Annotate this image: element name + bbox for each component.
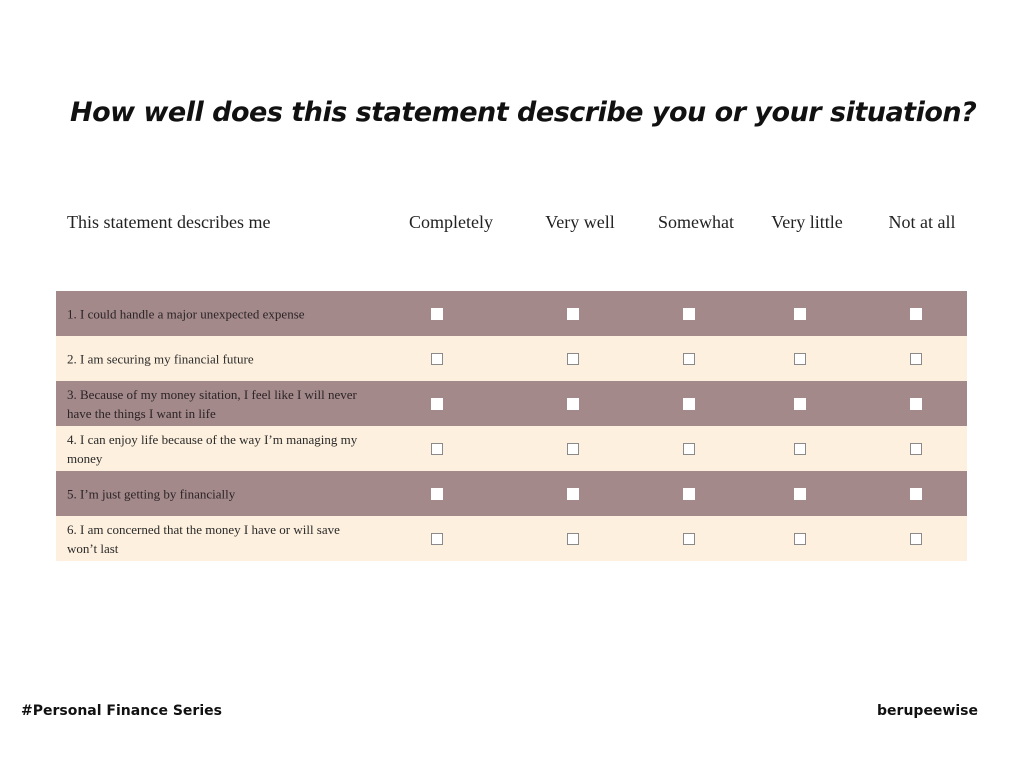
statement-label: 2. I am securing my financial future <box>67 351 254 366</box>
survey-table <box>56 291 967 561</box>
table-row <box>56 381 967 426</box>
table-row <box>56 471 967 516</box>
checkbox-very-well[interactable] <box>567 353 579 365</box>
checkbox-not-at-all[interactable] <box>910 533 922 545</box>
statement-label: 3. Because of my money sitation, I feel like I will never have the things I want in life <box>67 386 357 421</box>
checkbox-completely[interactable] <box>431 308 443 320</box>
checkbox-very-little[interactable] <box>794 308 806 320</box>
option-header-completely: Completely <box>409 212 493 232</box>
checkbox-very-well[interactable] <box>567 308 579 320</box>
table-row <box>56 516 967 561</box>
checkbox-completely[interactable] <box>431 533 443 545</box>
series-label: #Personal Finance Series <box>21 703 222 719</box>
checkbox-very-little[interactable] <box>794 443 806 455</box>
checkbox-very-well[interactable] <box>567 398 579 410</box>
checkbox-completely[interactable] <box>431 443 443 455</box>
checkbox-very-well[interactable] <box>567 488 579 500</box>
checkbox-completely[interactable] <box>431 488 443 500</box>
checkbox-very-little[interactable] <box>794 488 806 500</box>
statement-column-header: This statement describes me <box>67 212 271 232</box>
checkbox-not-at-all[interactable] <box>910 488 922 500</box>
option-header-very-well: Very well <box>545 212 615 232</box>
checkbox-not-at-all[interactable] <box>910 443 922 455</box>
table-row <box>56 426 967 471</box>
table-row <box>56 336 967 381</box>
checkbox-very-little[interactable] <box>794 533 806 545</box>
statement-label: 1. I could handle a major unexpected expense <box>67 306 305 321</box>
statement-label: 4. I can enjoy life because of the way I’m managing my money <box>67 431 358 466</box>
checkbox-completely[interactable] <box>431 398 443 410</box>
checkbox-somewhat[interactable] <box>683 488 695 500</box>
checkbox-somewhat[interactable] <box>683 443 695 455</box>
page-title: How well does this statement describe you or your situation? <box>70 97 977 128</box>
checkbox-very-little[interactable] <box>794 353 806 365</box>
checkbox-somewhat[interactable] <box>683 353 695 365</box>
checkbox-not-at-all[interactable] <box>910 353 922 365</box>
checkbox-very-well[interactable] <box>567 443 579 455</box>
option-header-very-little: Very little <box>771 212 843 232</box>
checkbox-not-at-all[interactable] <box>910 308 922 320</box>
checkbox-very-well[interactable] <box>567 533 579 545</box>
checkbox-somewhat[interactable] <box>683 308 695 320</box>
brand-handle: berupeewise <box>877 703 978 719</box>
checkbox-not-at-all[interactable] <box>910 398 922 410</box>
checkbox-very-little[interactable] <box>794 398 806 410</box>
checkbox-completely[interactable] <box>431 353 443 365</box>
checkbox-somewhat[interactable] <box>683 533 695 545</box>
statement-label: 5. I’m just getting by financially <box>67 486 236 501</box>
option-header-somewhat: Somewhat <box>658 212 734 232</box>
checkbox-somewhat[interactable] <box>683 398 695 410</box>
statement-label: 6. I am concerned that the money I have or will save won’t last <box>67 521 340 556</box>
table-row <box>56 291 967 336</box>
option-header-not-at-all: Not at all <box>888 212 956 232</box>
